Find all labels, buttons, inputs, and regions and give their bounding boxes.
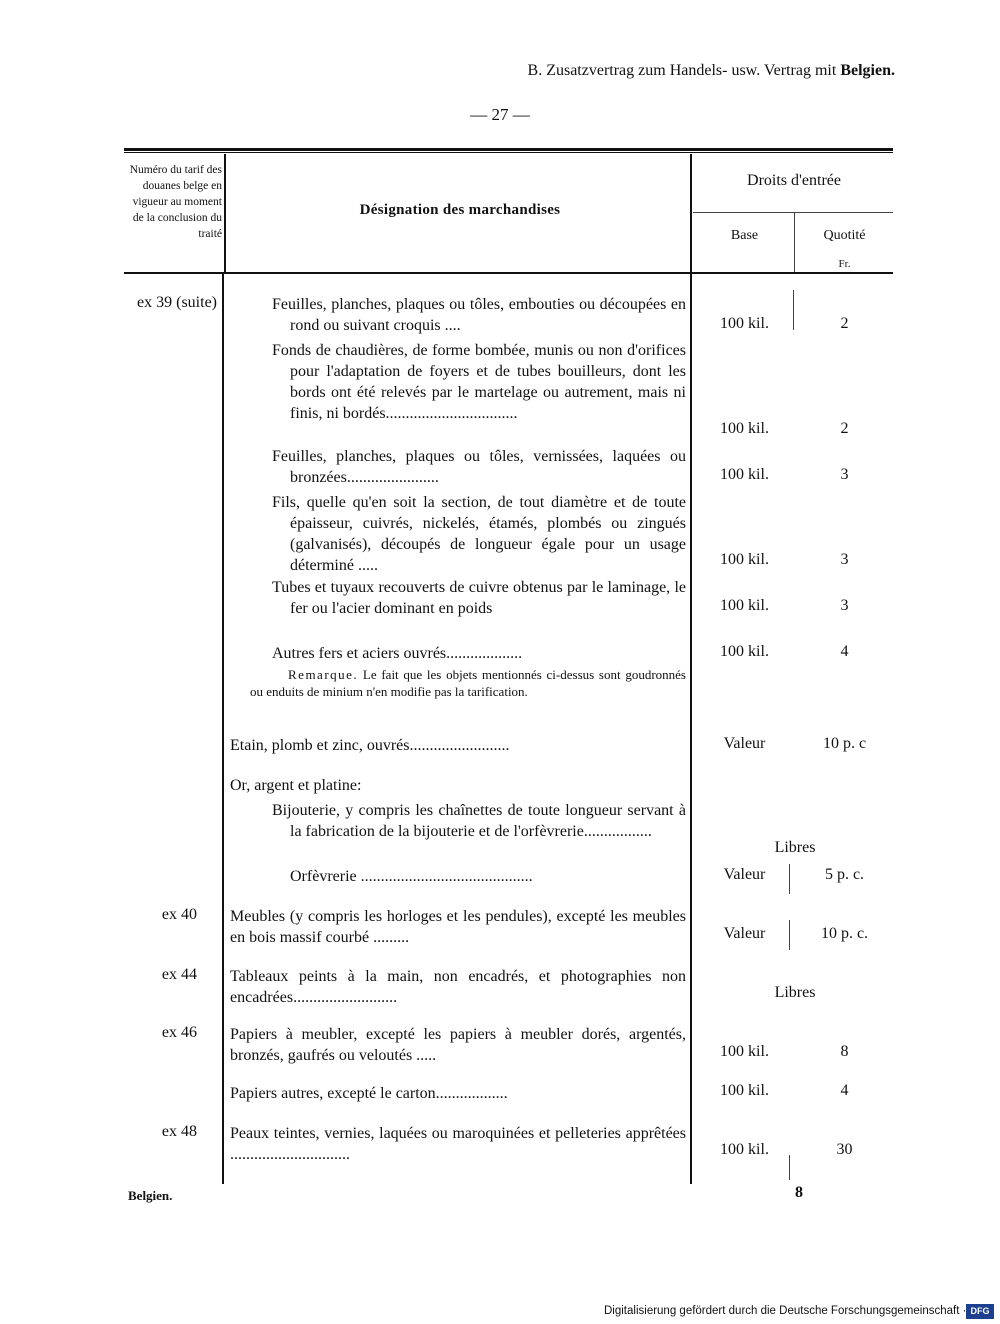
- row-quotite: 4: [840, 1082, 849, 1099]
- row-base: 100 kil.: [720, 466, 769, 483]
- header-unit: Fr.: [838, 258, 851, 270]
- row-quotite: 30: [836, 1141, 853, 1158]
- row-quotite: 3: [840, 597, 849, 614]
- col-divider-numero-header: [224, 154, 226, 274]
- row-designation: Meubles (y compris les horloges et les pendules), excepté les meubles en bois massif courbé .........: [230, 908, 686, 946]
- row-base: 100 kil.: [720, 1043, 769, 1060]
- running-title-text: B. Zusatzvertrag zum Handels- usw. Vertrag mit: [527, 62, 837, 79]
- row-num: ex 48: [161, 1123, 197, 1140]
- dfg-logo-icon: DFG: [966, 1304, 994, 1319]
- row-base: 100 kil.: [720, 551, 769, 568]
- remark-label: Remarque.: [288, 667, 359, 682]
- row-designation: Papiers à meubler, excepté les papiers à meubler dorés, argentés, bronzés, gaufrés ou veloutés .....: [230, 1026, 686, 1064]
- page-number: — 27 —: [470, 105, 530, 124]
- row-base: 100 kil.: [720, 420, 769, 437]
- digitization-credit: Digitalisierung gefördert durch die Deutsche Forschungsgemeinschaft ·: [604, 1305, 967, 1317]
- row-designation: Peaux teintes, vernies, laquées ou maroquinées et pelleteries apprêtées ..............................: [230, 1125, 686, 1163]
- row-designation: Fils, quelle qu'en soit la section, de tout diamètre et de toute épaisseur, cuivrés, nickelés, étamés, plombés ou zingués (galvanisés), découpés de longueur égale pour un usage déterminé .....: [272, 494, 686, 574]
- col-divider-droits: [690, 154, 692, 1184]
- row-quotite: 3: [840, 551, 849, 568]
- remark-text: Le fait que les objets mentionnés ci-dessus sont goudronnés ou enduits de minium n'en modifie pas la tarification.: [250, 667, 686, 699]
- row-num: ex 39 (suite): [137, 294, 217, 311]
- running-title: [490, 62, 895, 80]
- col-divider-base-header: [794, 212, 795, 272]
- row-designation: Fonds de chaudières, de forme bombée, munis ou non d'orifices pour l'adaptation de foyers et de tubes bouilleurs, dont les bords ont été relevés par le martelage ou autrement, mais ni finis, ni bordés.................................: [272, 342, 686, 422]
- col-divider-base-seg1: [793, 290, 794, 330]
- row-designation: Feuilles, planches, plaques ou tôles, embouties ou découpées en rond ou suivant croquis ....: [272, 296, 686, 334]
- row-num: ex 46: [161, 1024, 197, 1041]
- table-top-rule: [124, 148, 893, 151]
- row-num: ex 40: [161, 906, 197, 923]
- header-designation: Désignation des marchandises: [359, 202, 561, 218]
- row-base: 100 kil.: [720, 315, 769, 332]
- row-designation: Etain, plomb et zinc, ouvrés.........................: [230, 737, 510, 754]
- row-quotite: 2: [840, 315, 849, 332]
- table-header-rule: [124, 272, 893, 274]
- signature-country: Belgien.: [128, 1188, 173, 1203]
- header-base: Base: [730, 228, 759, 243]
- row-libres: Libres: [774, 984, 816, 1001]
- row-quotite: 5 p. c.: [824, 866, 865, 883]
- row-designation: Orfèvrerie ...........................................: [290, 868, 533, 885]
- row-designation: Papiers autres, excepté le carton..................: [230, 1085, 508, 1102]
- row-quotite: 10 p. c.: [820, 925, 869, 942]
- row-designation: Autres fers et aciers ouvrés...................: [272, 645, 523, 662]
- row-designation: Tubes et tuyaux recouverts de cuivre obtenus par le laminage, le fer ou l'acier dominant en poids: [272, 579, 686, 617]
- row-designation: Or, argent et platine:: [230, 777, 362, 794]
- row-quotite: 4: [840, 643, 849, 660]
- row-designation: Tableaux peints à la main, non encadrés, et photographies non encadrées..........................: [230, 968, 686, 1006]
- row-base: 100 kil.: [720, 1141, 769, 1158]
- droits-subrule: [693, 212, 893, 213]
- sheet-number: 8: [795, 1184, 803, 1201]
- row-quotite: 8: [840, 1043, 849, 1060]
- col-divider-numero: [222, 274, 224, 1184]
- running-title-country: Belgien.: [840, 62, 895, 79]
- row-base: 100 kil.: [720, 643, 769, 660]
- header-numero: Numéro du tarif des douanes belge en vigueur au moment de la conclusion du traité: [129, 164, 222, 240]
- table-top-rule-thin: [124, 152, 893, 153]
- row-designation: Feuilles, planches, plaques ou tôles, vernissées, laquées ou bronzées.......................: [272, 448, 686, 486]
- row-base: Valeur: [723, 735, 766, 752]
- row-base: Valeur: [723, 866, 766, 883]
- row-base: 100 kil.: [720, 597, 769, 614]
- row-num: ex 44: [161, 966, 197, 983]
- row-designation: Bijouterie, y compris les chaînettes de toute longueur servant à la fabrication de la bijouterie et de l'orfèvrerie.................: [272, 802, 686, 840]
- remark: [250, 666, 686, 700]
- row-base: Valeur: [723, 925, 766, 942]
- row-libres: Libres: [774, 839, 816, 856]
- row-quotite: 10 p. c: [822, 735, 867, 752]
- row-quotite: 3: [840, 466, 849, 483]
- header-quotite: Quotité: [823, 228, 866, 243]
- header-droits: Droits d'entrée: [747, 172, 841, 189]
- row-quotite: 2: [840, 420, 849, 437]
- row-base: 100 kil.: [720, 1082, 769, 1099]
